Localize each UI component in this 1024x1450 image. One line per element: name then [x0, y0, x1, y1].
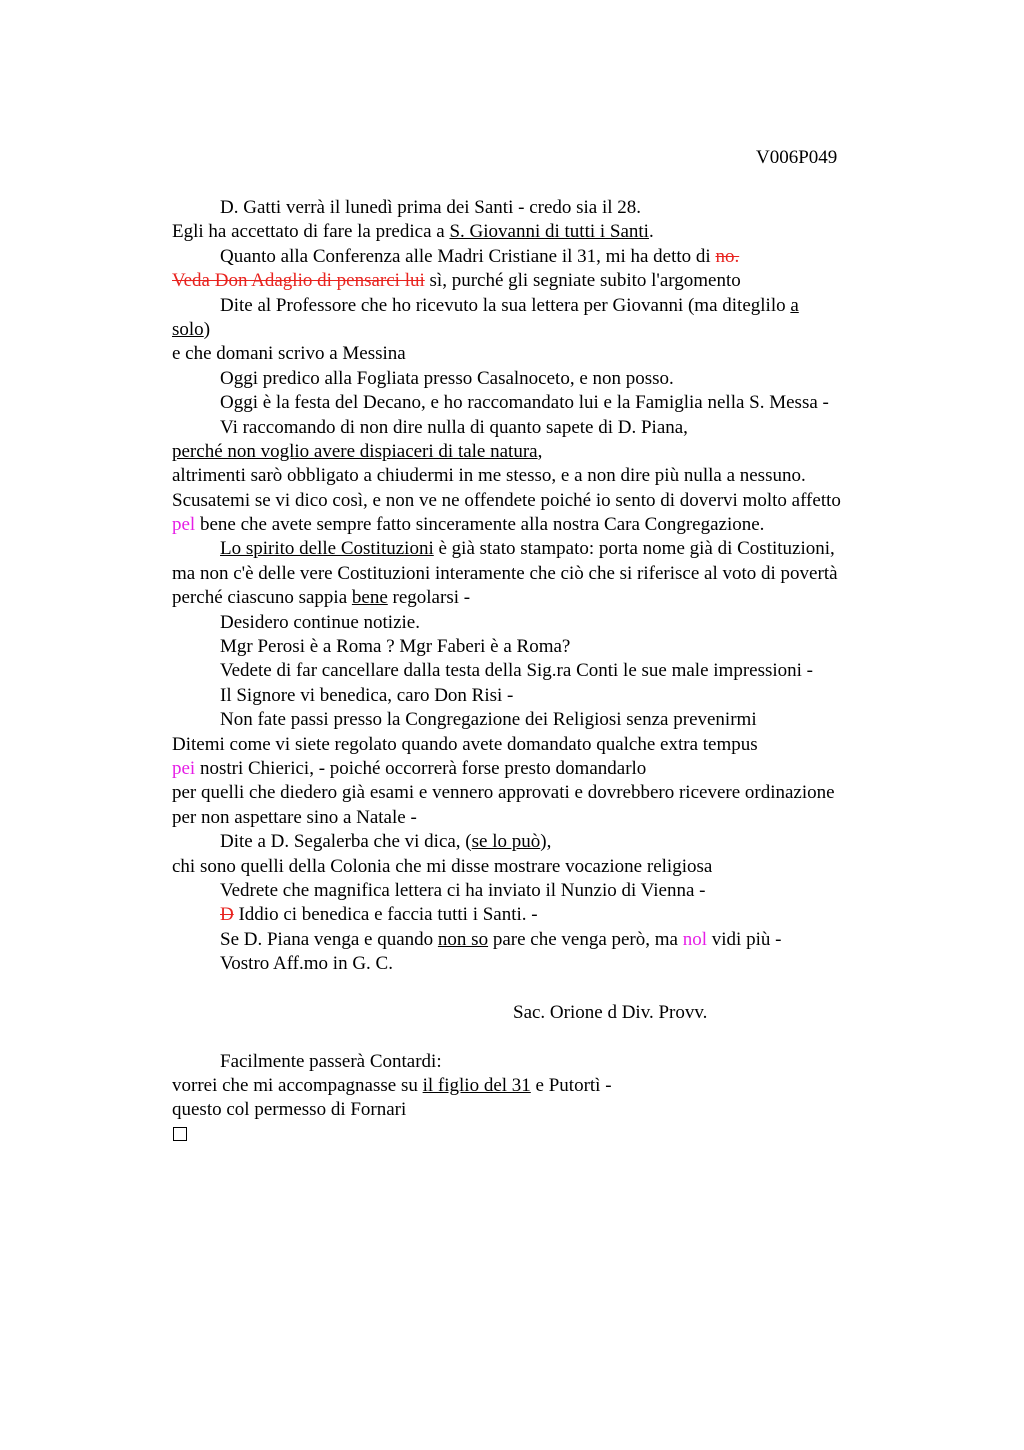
highlighted-text: nol	[682, 928, 708, 950]
underlined-text: bene	[351, 587, 388, 609]
square-icon	[173, 1127, 187, 1141]
deleted-text: no.	[715, 245, 740, 267]
text-line: Desidero continue notizie.	[220, 611, 420, 633]
underlined-text: Lo spirito delle Costituzioni	[220, 538, 434, 560]
text-line: Quanto alla Conferenza alle Madri Cristiane il 31, mi ha detto di no.	[220, 245, 740, 267]
letter-body	[172, 196, 932, 1147]
text-line: pel bene che avete sempre fatto sinceramente alla nostra Cara Congregazione.	[172, 514, 765, 536]
text-line: Mgr Perosi è a Roma ? Mgr Faberi è a Roma?	[220, 636, 571, 658]
text-line: per non aspettare sino a Natale -	[172, 806, 417, 828]
postscript-line: vorrei che mi accompagnasse su il figlio del 31 e Putortì -	[172, 1075, 612, 1097]
text-line: Lo spirito delle Costituzioni è già stato stampato: porta nome già di Costituzioni,	[220, 538, 835, 560]
text-line: altrimenti sarò obbligato a chiudermi in me stesso, e a non dire più nulla a nessuno.	[172, 465, 806, 487]
text-line: Dite al Professore che ho ricevuto la sua lettera per Giovanni (ma diteglilo a	[220, 294, 799, 316]
postscript-line: questo col permesso di Fornari	[172, 1099, 407, 1121]
closing-line: Vostro Aff.mo in G. C.	[220, 953, 393, 975]
text-line: D. Gatti verrà il lunedì prima dei Santi - credo sia il 28.	[220, 197, 642, 218]
text-line: pei nostri Chierici, - poiché occorrerà forse presto domandarlo	[172, 757, 647, 779]
postscript-line: Facilmente passerà Contardi:	[220, 1050, 442, 1072]
underlined-text: il figlio del 31	[422, 1075, 531, 1097]
text-line: Non fate passi presso la Congregazione dei Religiosi senza prevenirmi	[220, 709, 757, 731]
underlined-text: se lo può	[471, 831, 541, 853]
text-line: Scusatemi se vi dico così, e non ve ne offendete poiché io sento di dovervi molto affetto	[172, 489, 841, 511]
page-id: V006P049	[756, 147, 838, 168]
text-line: perché ciascuno sappia bene regolarsi -	[172, 587, 471, 609]
text-line: Veda Don Adaglio di pensarci lui sì, purché gli segniate subito l'argomento	[172, 270, 741, 292]
text-line: Egli ha accettato di fare la predica a S. Giovanni di tutti i Santi.	[172, 221, 654, 243]
text-line: Vedete di far cancellare dalla testa della Sig.ra Conti le sue male impressioni -	[220, 660, 813, 682]
text-line: Vedrete che magnifica lettera ci ha inviato il Nunzio di Vienna -	[220, 879, 706, 901]
text-line: Vi raccomando di non dire nulla di quanto sapete di D. Piana,	[220, 416, 688, 438]
highlighted-text: pei	[172, 757, 196, 779]
text-line: ma non c'è delle vere Costituzioni interamente che ciò che si riferisce al voto di povertà	[172, 562, 838, 584]
text-line: Oggi è la festa del Decano, e ho raccomandato lui e la Famiglia nella S. Messa -	[220, 392, 829, 414]
underlined-text: solo	[172, 318, 204, 340]
underlined-text: S. Giovanni di tutti i Santi	[449, 221, 649, 243]
text-line: per quelli che diedero già esami e vennero approvati e dovrebbero ricevere ordinazione	[172, 782, 835, 804]
text-line: chi sono quelli della Colonia che mi disse mostrare vocazione religiosa	[172, 855, 713, 877]
signature: Sac. Orione d Div. Provv.	[513, 1001, 708, 1023]
underlined-text: perché non voglio avere dispiaceri di tale natura	[172, 440, 538, 462]
text-line: Ditemi come vi siete regolato quando avete domandato qualche extra tempus	[172, 733, 758, 755]
end-marker	[172, 1123, 932, 1147]
text-line: Oggi predico alla Fogliata presso Casalnoceto, e non posso.	[220, 367, 674, 389]
deleted-text: D	[220, 904, 234, 926]
deleted-text: Veda Don Adaglio di pensarci lui	[172, 270, 425, 292]
text-line: Il Signore vi benedica, caro Don Risi -	[220, 684, 514, 706]
text-line: perché non voglio avere dispiaceri di tale natura,	[172, 440, 543, 462]
highlighted-text: pel	[172, 514, 196, 536]
text-line: D Iddio ci benedica e faccia tutti i Santi. -	[220, 904, 538, 926]
text-line: Se D. Piana venga e quando non so pare che venga però, ma nol vidi più -	[220, 928, 782, 950]
text-line: Dite a D. Segalerba che vi dica, (se lo può),	[220, 831, 552, 853]
underlined-text: non so	[437, 928, 489, 950]
text-line: solo)	[172, 318, 211, 340]
text-line: e che domani scrivo a Messina	[172, 343, 406, 365]
underlined-text: a	[790, 294, 799, 316]
